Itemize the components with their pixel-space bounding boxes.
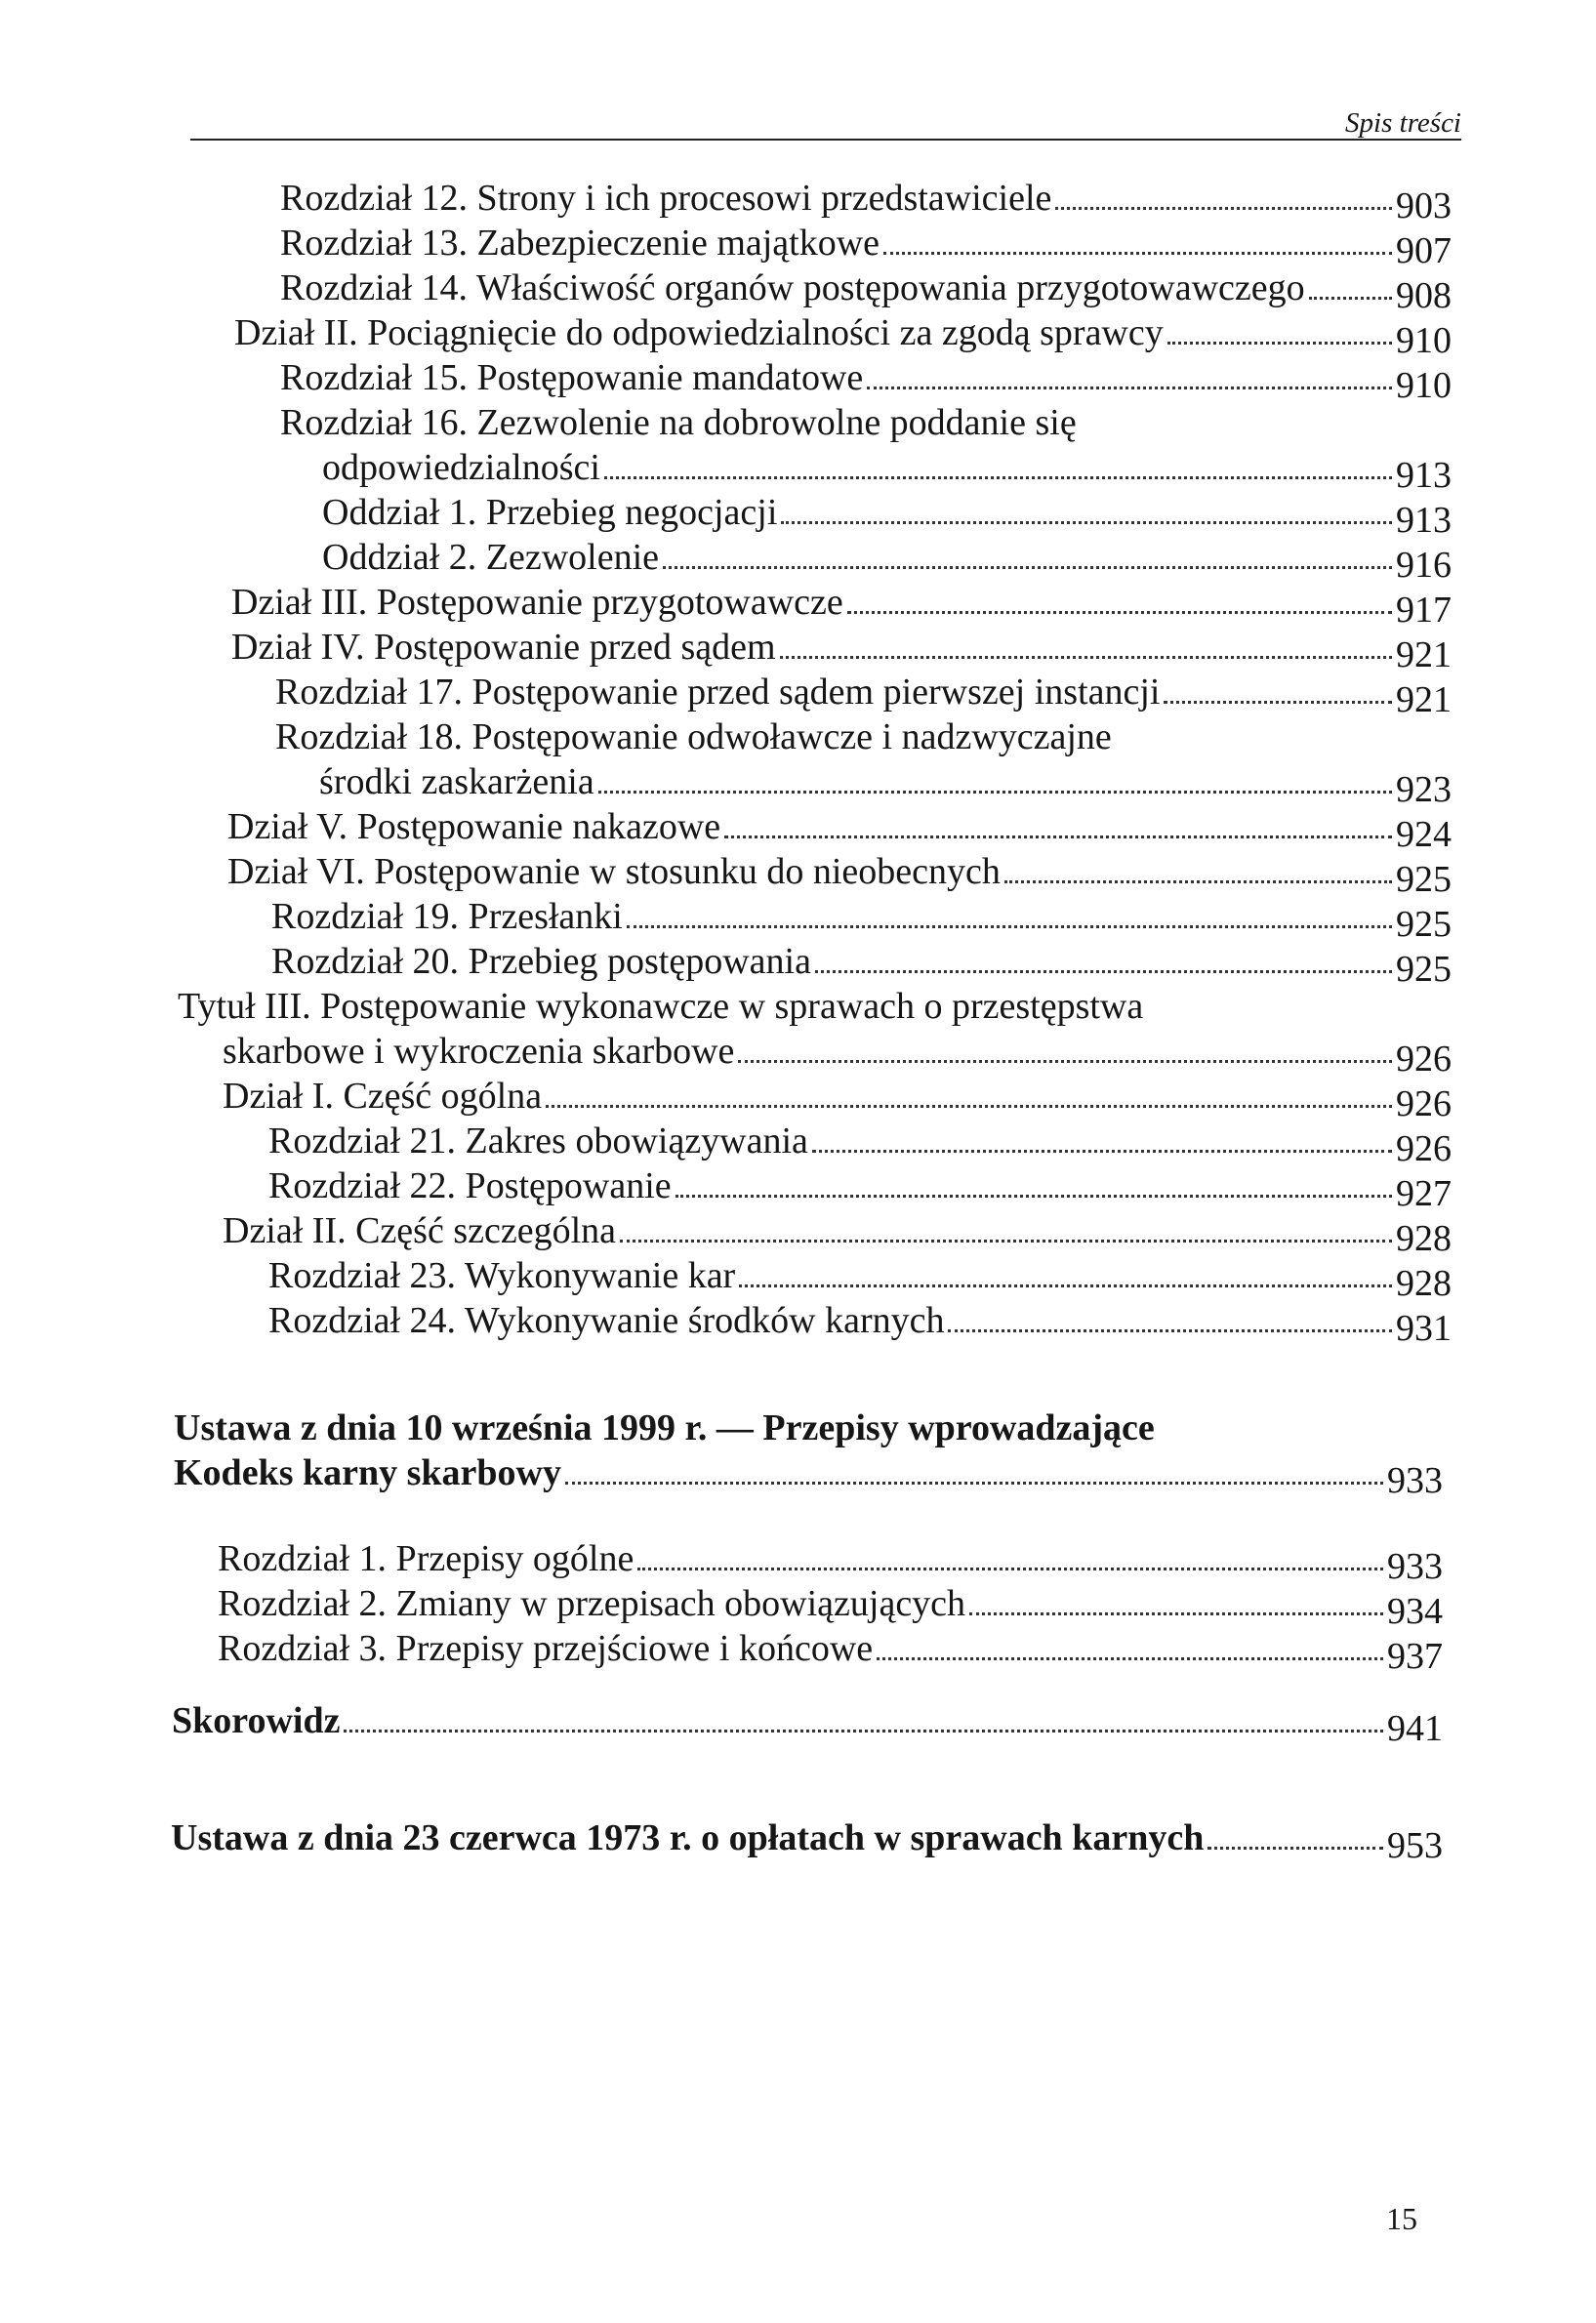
toc-entry-label: Dział IV. Postępowanie przed sądem <box>231 627 776 668</box>
dot-leader <box>1167 342 1392 345</box>
toc-entry-page: 934 <box>1387 1591 1443 1632</box>
toc-entry-page: 917 <box>1396 590 1452 631</box>
toc-entry-label: skarbowe i wykroczenia skarbowe <box>223 1031 735 1072</box>
toc-entry-page: 926 <box>1396 1039 1452 1080</box>
toc-entry <box>280 221 1452 271</box>
toc-entry-label: Rozdział 16. Zezwolenie na dobrowolne poddanie się <box>280 402 1077 443</box>
dot-leader <box>1309 297 1392 300</box>
toc-entry-label: środki zaskarżenia <box>319 761 594 802</box>
dot-leader <box>1055 207 1392 210</box>
dot-leader <box>812 1150 1392 1153</box>
dot-leader <box>867 387 1392 389</box>
toc-entry-label: Rozdział 15. Postępowanie mandatowe <box>280 357 864 398</box>
toc-entry-label: odpowiedzialności <box>322 447 600 488</box>
toc-entry-label: Dział II. Pociągnięcie do odpowiedzialności za zgodą sprawcy <box>234 312 1164 353</box>
toc-entry <box>172 1698 1443 1749</box>
toc-entry <box>322 445 1452 496</box>
page-number: 15 <box>1386 2201 1417 2236</box>
toc-entry-label: Kodeks karny skarbowy <box>174 1452 561 1493</box>
toc-entry <box>234 310 1452 361</box>
toc-entry-page: 937 <box>1387 1636 1443 1677</box>
toc-entry-page: 926 <box>1396 1083 1452 1124</box>
toc-entry-page: 925 <box>1396 949 1452 990</box>
toc-entry-label: Rozdział 3. Przepisy przejściowe i końcowe <box>218 1628 874 1669</box>
header-rule <box>190 139 1461 141</box>
toc-entry-label: Rozdział 2. Zmiany w przepisach obowiązujących <box>218 1583 966 1624</box>
toc-entry <box>275 670 1452 720</box>
dot-leader <box>546 1105 1392 1108</box>
toc-entry-label: Rozdział 18. Postępowanie odwoławcze i nadzwyczajne <box>275 716 1112 757</box>
dot-leader <box>1164 701 1392 704</box>
toc-entry <box>271 894 1452 945</box>
toc-entry-label: Rozdział 23. Wykonywanie kar <box>268 1255 736 1296</box>
toc-entry-label: Dział III. Postępowanie przygotowawcze <box>231 582 843 623</box>
toc-entry-page: 933 <box>1387 1460 1443 1501</box>
toc-entry-label: Rozdział 21. Zakres obowiązywania <box>268 1121 808 1162</box>
dot-leader <box>598 791 1392 794</box>
toc-entry <box>280 265 1452 316</box>
dot-leader <box>724 835 1392 838</box>
toc-entry <box>268 1119 1452 1169</box>
toc-entry-label: Rozdział 19. Przesłanki <box>271 896 623 937</box>
toc-entry-page: 923 <box>1396 769 1452 810</box>
toc-entry-page: 907 <box>1396 230 1452 271</box>
dot-leader <box>627 925 1392 928</box>
toc-entry <box>280 176 1452 226</box>
toc-entry <box>174 1450 1443 1501</box>
toc-entry <box>171 1815 1443 1866</box>
toc-entry-label: Rozdział 1. Przepisy ogólne <box>218 1538 634 1579</box>
toc-entry <box>218 1536 1443 1587</box>
running-head: Spis treści <box>1345 107 1461 139</box>
toc-entry <box>319 759 1452 810</box>
dot-leader <box>815 970 1392 973</box>
dot-leader <box>1207 1847 1383 1850</box>
toc-entry-page: 953 <box>1387 1825 1443 1866</box>
dot-leader <box>1004 880 1392 883</box>
toc-entry-label: Rozdział 20. Przebieg postępowania <box>271 941 811 982</box>
toc-entry-page: 941 <box>1387 1708 1443 1749</box>
toc-entry-page: 927 <box>1396 1173 1452 1214</box>
toc-entry <box>231 625 1452 675</box>
toc-entry <box>227 804 1452 855</box>
toc-entry <box>280 355 1452 406</box>
dot-leader <box>739 1284 1392 1287</box>
toc-section-heading: Ustawa z dnia 10 września 1999 r. — Przepisy wprowadzające <box>174 1407 1155 1448</box>
toc-entry-label: Dział II. Część szczególna <box>223 1210 617 1251</box>
dot-leader <box>675 1195 1392 1198</box>
toc-entry-label: Rozdział 17. Postępowanie przed sądem pierwszej instancji <box>275 672 1161 713</box>
dot-leader <box>948 1329 1392 1332</box>
toc-entry-label: Rozdział 14. Właściwość organów postępowania przygotowawczego <box>280 267 1305 308</box>
toc-entry-page: 913 <box>1396 500 1452 541</box>
toc-entry <box>227 849 1452 900</box>
toc-entry-page: 931 <box>1396 1308 1452 1349</box>
toc-entry <box>218 1581 1443 1632</box>
toc-entry-page: 910 <box>1396 365 1452 406</box>
toc-entry <box>223 1208 1452 1259</box>
toc-entry-page: 916 <box>1396 545 1452 586</box>
toc-entry-page: 921 <box>1396 634 1452 675</box>
toc-entry <box>268 1253 1452 1304</box>
toc-entry-label: Oddział 1. Przebieg negocjacji <box>322 492 778 533</box>
toc-entry-label: Ustawa z dnia 23 czerwca 1973 r. o opłatach w sprawach karnych <box>171 1817 1205 1858</box>
dot-leader <box>969 1612 1383 1615</box>
toc-entry-label: Dział VI. Postępowanie w stosunku do nieobecnych <box>227 851 1001 892</box>
toc-entry <box>223 1029 1452 1080</box>
toc-entry-page: 926 <box>1396 1128 1452 1169</box>
toc-entry-page: 910 <box>1396 320 1452 361</box>
dot-leader <box>620 1240 1392 1243</box>
toc-entry-label: Rozdział 13. Zabezpieczenie majątkowe <box>280 223 880 264</box>
toc-entry-label: Rozdział 24. Wykonywanie środków karnych <box>268 1300 945 1341</box>
toc-entry-label: Oddział 2. Zezwolenie <box>322 537 660 578</box>
toc-entry <box>322 535 1452 586</box>
toc-entry <box>268 1163 1452 1214</box>
dot-leader <box>637 1568 1383 1570</box>
toc-entry-label: Dział I. Część ogólna <box>223 1076 543 1117</box>
dot-leader <box>877 1657 1383 1660</box>
toc-entry-page: 928 <box>1396 1263 1452 1304</box>
toc-entry-page: 928 <box>1396 1218 1452 1259</box>
dot-leader <box>738 1060 1392 1063</box>
toc-entry <box>231 580 1452 631</box>
toc-entry <box>322 490 1452 541</box>
toc-entry <box>268 1298 1452 1349</box>
toc-entry-label: Tytuł III. Postępowanie wykonawcze w sprawach o przestępstwa <box>178 986 1144 1027</box>
toc-entry-page: 933 <box>1387 1546 1443 1587</box>
toc-entry-page: 924 <box>1396 814 1452 855</box>
dot-leader <box>847 611 1392 614</box>
toc-entry <box>223 1074 1452 1124</box>
toc-entry-page: 913 <box>1396 455 1452 496</box>
toc-entry-label: Dział V. Postępowanie nakazowe <box>227 806 721 847</box>
toc-entry <box>271 939 1452 990</box>
toc-entry-page: 921 <box>1396 679 1452 720</box>
toc-entry-label: Rozdział 12. Strony i ich procesowi przedstawiciele <box>280 178 1052 219</box>
toc-entry-label: Rozdział 22. Postępowanie <box>268 1165 672 1206</box>
dot-leader <box>883 252 1392 255</box>
dot-leader <box>604 476 1392 479</box>
toc-entry-page: 903 <box>1396 185 1452 226</box>
toc-entry-page: 908 <box>1396 275 1452 316</box>
dot-leader <box>663 566 1392 569</box>
dot-leader <box>565 1482 1383 1485</box>
toc-entry-page: 925 <box>1396 859 1452 900</box>
toc-entry-label: Skorowidz <box>172 1700 341 1741</box>
toc-entry-page: 925 <box>1396 904 1452 945</box>
dot-leader <box>781 521 1392 524</box>
dot-leader <box>780 656 1392 659</box>
dot-leader <box>344 1730 1383 1732</box>
toc-entry <box>218 1626 1443 1677</box>
